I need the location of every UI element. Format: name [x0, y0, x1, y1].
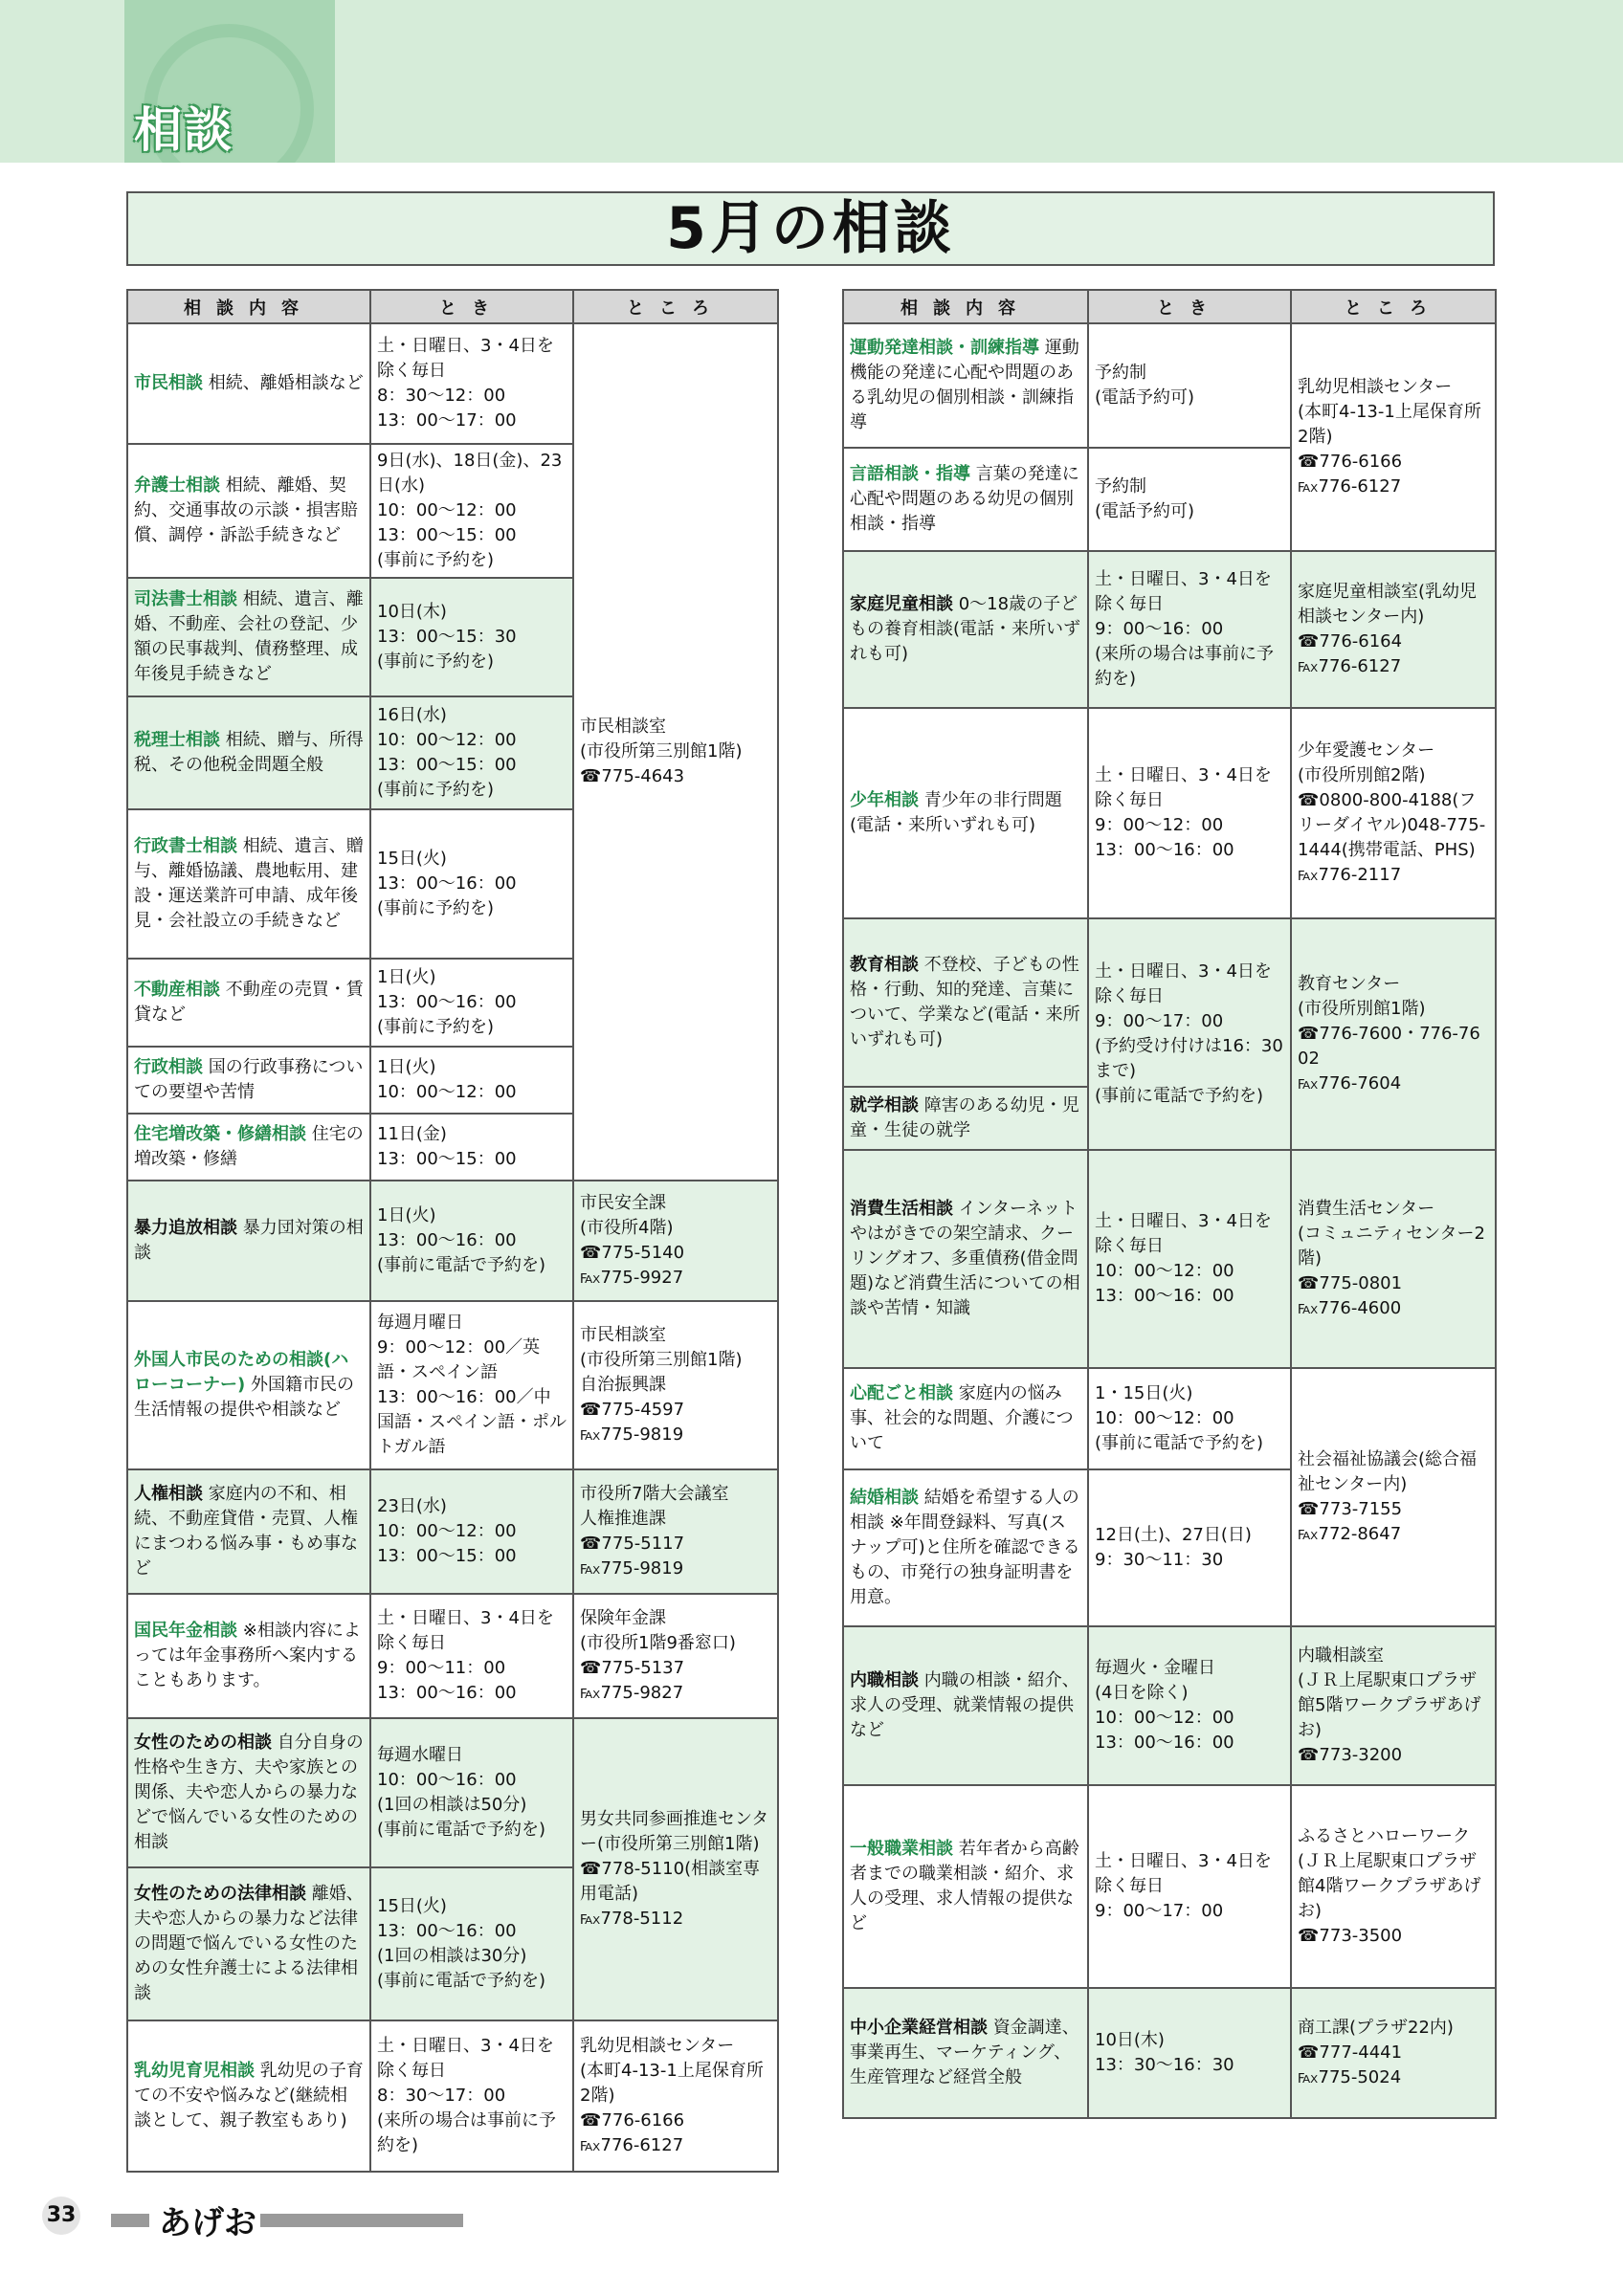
row-when: 土・日曜日、3・4日を除く毎日 9：00〜11：00 13：00〜16：00	[370, 1594, 573, 1718]
row-content: 中小企業経営相談 資金調達、事業再生、マーケティング、生産管理など経営全般	[843, 1988, 1088, 2118]
row-content: 税理士相談 相続、贈与、所得税、その他税金問題全般	[127, 696, 370, 809]
table-row	[127, 1718, 778, 1867]
row-content: 住宅増改築・修繕相談 住宅の増改築・修繕	[127, 1114, 370, 1181]
col-header-where: ところ	[1291, 290, 1496, 323]
row-when: 23日(水) 10：00〜12：00 13：00〜15：00	[370, 1469, 573, 1594]
footer-logo: あげお	[159, 2204, 256, 2242]
row-where: 男女共同参画推進センター(市役所第三別館1階) ☎778-5110(相談室専用電話) ℻778-5112	[573, 1718, 778, 2020]
row-content: 就学相談 障害のある幼児・児童・生徒の就学	[843, 1087, 1088, 1150]
row-content: 家庭児童相談 0〜18歳の子どもの養育相談(電話・来所いずれも可)	[843, 551, 1088, 708]
row-content: 乳幼児育児相談 乳幼児の子育ての不安や悩みなど(継続相談として、親子教室もあり)	[127, 2020, 370, 2172]
footer-bar	[111, 2214, 149, 2227]
page-number: 33	[42, 2197, 80, 2235]
row-where: 市民相談室 (市役所第三別館1階) ☎775-4643	[573, 323, 778, 1181]
row-when: 予約制 (電話予約可)	[1088, 323, 1291, 448]
row-when: 1・15日(火) 10：00〜12：00 (事前に電話で予約を)	[1088, 1368, 1291, 1469]
row-content: 少年相談 青少年の非行問題(電話・来所いずれも可)	[843, 708, 1088, 918]
row-content: 人権相談 家庭内の不和、相続、不動産貸借・売買、人権にまつわる悩み事・もめ事など	[127, 1469, 370, 1594]
row-where: 商工課(プラザ22内) ☎777-4441 ℻775-5024	[1291, 1988, 1496, 2118]
row-content: 弁護士相談 相続、離婚、契約、交通事故の示談・損害賠償、調停・訴訟手続きなど	[127, 444, 370, 578]
row-content: 外国人市民のための相談(ハローコーナー) 外国籍市民の生活情報の提供や相談など	[127, 1301, 370, 1469]
row-when: 15日(火) 13：00〜16：00 (事前に予約を)	[370, 809, 573, 959]
row-when: 予約制 (電話予約可)	[1088, 448, 1291, 551]
row-content: 女性のための相談 自分自身の性格や生き方、夫や家族との関係、夫や恋人からの暴力などで悩んでいる女性のための相談	[127, 1718, 370, 1867]
row-when: 毎週月曜日 9：00〜12：00／英語・スペイン語 13：00〜16：00／中国語・スペイン語・ポルトガル語	[370, 1301, 573, 1469]
row-where: 社会福祉協議会(総合福祉センター内) ☎773-7155 ℻772-8647	[1291, 1368, 1496, 1626]
col-header-where: ところ	[573, 290, 778, 323]
header-band	[0, 0, 1623, 163]
right-table	[842, 289, 1497, 2119]
row-when: 15日(火) 13：00〜16：00 (1回の相談は30分) (事前に電話で予約を)	[370, 1867, 573, 2020]
row-when: 9日(水)、18日(金)、23日(水) 10：00〜12：00 13：00〜15：00 (事前に予約を)	[370, 444, 573, 578]
row-content: 行政書士相談 相続、遺言、贈与、離婚協議、農地転用、建設・運送業許可申請、成年後見・会社設立の手続きなど	[127, 809, 370, 959]
table-row	[843, 918, 1496, 1087]
page-title: 5月の相談	[666, 195, 955, 262]
page-title-box	[126, 191, 1495, 266]
row-where: 市民安全課 (市役所4階) ☎775-5140 ℻775-9927	[573, 1181, 778, 1301]
row-where: ふるさとハローワーク (ＪＲ上尾駅東口プラザ館4階ワークプラザあげお) ☎773-3500	[1291, 1785, 1496, 1988]
row-where: 教育センター (市役所別館1階) ☎776-7600・776-7602 ℻776-7604	[1291, 918, 1496, 1150]
row-content: 教育相談 不登校、子どもの性格・行動、知的発達、言葉について、学業など(電話・来所いずれも可)	[843, 918, 1088, 1087]
row-when: 10日(木) 13：30〜16：30	[1088, 1988, 1291, 2118]
table-row	[127, 1301, 778, 1469]
table-row	[843, 1368, 1496, 1469]
table-row	[127, 1181, 778, 1301]
table-row	[843, 1988, 1496, 2118]
row-where: 家庭児童相談室(乳幼児相談センター内) ☎776-6164 ℻776-6127	[1291, 551, 1496, 708]
col-header-when: とき	[1088, 290, 1291, 323]
row-content: 内職相談 内職の相談・紹介、求人の受理、就業情報の提供など	[843, 1626, 1088, 1785]
row-where: 市民相談室 (市役所第三別館1階) 自治振興課 ☎775-4597 ℻775-9819	[573, 1301, 778, 1469]
row-content: 心配ごと相談 家庭内の悩み事、社会的な問題、介護について	[843, 1368, 1088, 1469]
row-content: 行政相談 国の行政事務についての要望や苦情	[127, 1047, 370, 1114]
row-content: 結婚相談 結婚を希望する人の相談 ※年間登録料、写真(スナップ可)と住所を確認できるもの、市発行の独身証明書を用意。	[843, 1469, 1088, 1626]
row-where: 保険年金課 (市役所1階9番窓口) ☎775-5137 ℻775-9827	[573, 1594, 778, 1718]
table-row	[127, 323, 778, 444]
row-when: 毎週火・金曜日 (4日を除く) 10：00〜12：00 13：00〜16：00	[1088, 1626, 1291, 1785]
footer-bar	[260, 2214, 463, 2227]
table-row	[127, 1594, 778, 1718]
section-label: 相談	[134, 102, 233, 158]
table-row	[843, 708, 1496, 918]
row-content: 一般職業相談 若年者から高齢者までの職業相談・紹介、求人の受理、求人情報の提供など	[843, 1785, 1088, 1988]
row-where: 消費生活センター (コミュニティセンター2階) ☎775-0801 ℻776-4600	[1291, 1150, 1496, 1368]
row-where: 乳幼児相談センター (本町4-13-1上尾保育所2階) ☎776-6166 ℻776-6127	[1291, 323, 1496, 551]
row-when: 土・日曜日、3・4日を除く毎日 8：30〜17：00 (来所の場合は事前に予約を)	[370, 2020, 573, 2172]
row-when: 10日(木) 13：00〜15：30 (事前に予約を)	[370, 578, 573, 696]
table-row	[127, 1469, 778, 1594]
row-content: 不動産相談 不動産の売買・賃貸など	[127, 959, 370, 1047]
row-content: 国民年金相談 ※相談内容によっては年金事務所へ案内することもあります。	[127, 1594, 370, 1718]
row-content: 女性のための法律相談 離婚、夫や恋人からの暴力など法律の問題で悩んでいる女性のための女性弁護士による法律相談	[127, 1867, 370, 2020]
row-when: 12日(土)、27日(日) 9：30〜11：30	[1088, 1469, 1291, 1626]
row-when: 1日(火) 10：00〜12：00	[370, 1047, 573, 1114]
row-when: 1日(火) 13：00〜16：00 (事前に予約を)	[370, 959, 573, 1047]
row-content: 暴力追放相談 暴力団対策の相談	[127, 1181, 370, 1301]
row-where: 乳幼児相談センター (本町4-13-1上尾保育所2階) ☎776-6166 ℻776-6127	[573, 2020, 778, 2172]
left-table	[126, 289, 779, 2173]
row-where: 少年愛護センター (市役所別館2階) ☎0800-800-4188(フリーダイヤル)048-775-1444(携帯電話、PHS) ℻776-2117	[1291, 708, 1496, 918]
row-where: 内職相談室 (ＪＲ上尾駅東口プラザ館5階ワークプラザあげお) ☎773-3200	[1291, 1626, 1496, 1785]
row-content: 消費生活相談 インターネットやはがきでの架空請求、クーリングオフ、多重債務(借金問題)など消費生活についての相談や苦情・知識	[843, 1150, 1088, 1368]
row-content: 運動発達相談・訓練指導 運動機能の発達に心配や問題のある乳幼児の個別相談・訓練指導	[843, 323, 1088, 448]
row-when: 土・日曜日、3・4日を除く毎日 9：00〜17：00	[1088, 1785, 1291, 1988]
row-when: 土・日曜日、3・4日を除く毎日 8：30〜12：00 13：00〜17：00	[370, 323, 573, 444]
table-row	[127, 2020, 778, 2172]
table-row	[843, 1785, 1496, 1988]
table-row	[843, 1150, 1496, 1368]
row-when: 11日(金) 13：00〜15：00	[370, 1114, 573, 1181]
row-where: 市役所7階大会議室 人権推進課 ☎775-5117 ℻775-9819	[573, 1469, 778, 1594]
table-row	[843, 551, 1496, 708]
row-when: 土・日曜日、3・4日を除く毎日 10：00〜12：00 13：00〜16：00	[1088, 1150, 1291, 1368]
row-when: 1日(火) 13：00〜16：00 (事前に電話で予約を)	[370, 1181, 573, 1301]
row-content: 市民相談 相続、離婚相談など	[127, 323, 370, 444]
col-header-content: 相談内容	[127, 290, 370, 323]
col-header-content: 相談内容	[843, 290, 1088, 323]
table-row	[843, 323, 1496, 448]
row-when: 土・日曜日、3・4日を除く毎日 9：00〜12：00 13：00〜16：00	[1088, 708, 1291, 918]
row-when: 土・日曜日、3・4日を除く毎日 9：00〜17：00 (予約受け付けは16：30まで) (事前に電話で予約を)	[1088, 918, 1291, 1150]
row-content: 言語相談・指導 言葉の発達に心配や問題のある幼児の個別相談・指導	[843, 448, 1088, 551]
row-when: 16日(水) 10：00〜12：00 13：00〜15：00 (事前に予約を)	[370, 696, 573, 809]
row-content: 司法書士相談 相続、遺言、離婚、不動産、会社の登記、少額の民事裁判、債務整理、成年後見手続きなど	[127, 578, 370, 696]
col-header-when: とき	[370, 290, 573, 323]
table-row	[843, 1626, 1496, 1785]
row-when: 毎週水曜日 10：00〜16：00 (1回の相談は50分) (事前に電話で予約を)	[370, 1718, 573, 1867]
row-when: 土・日曜日、3・4日を除く毎日 9：00〜16：00 (来所の場合は事前に予約を)	[1088, 551, 1291, 708]
